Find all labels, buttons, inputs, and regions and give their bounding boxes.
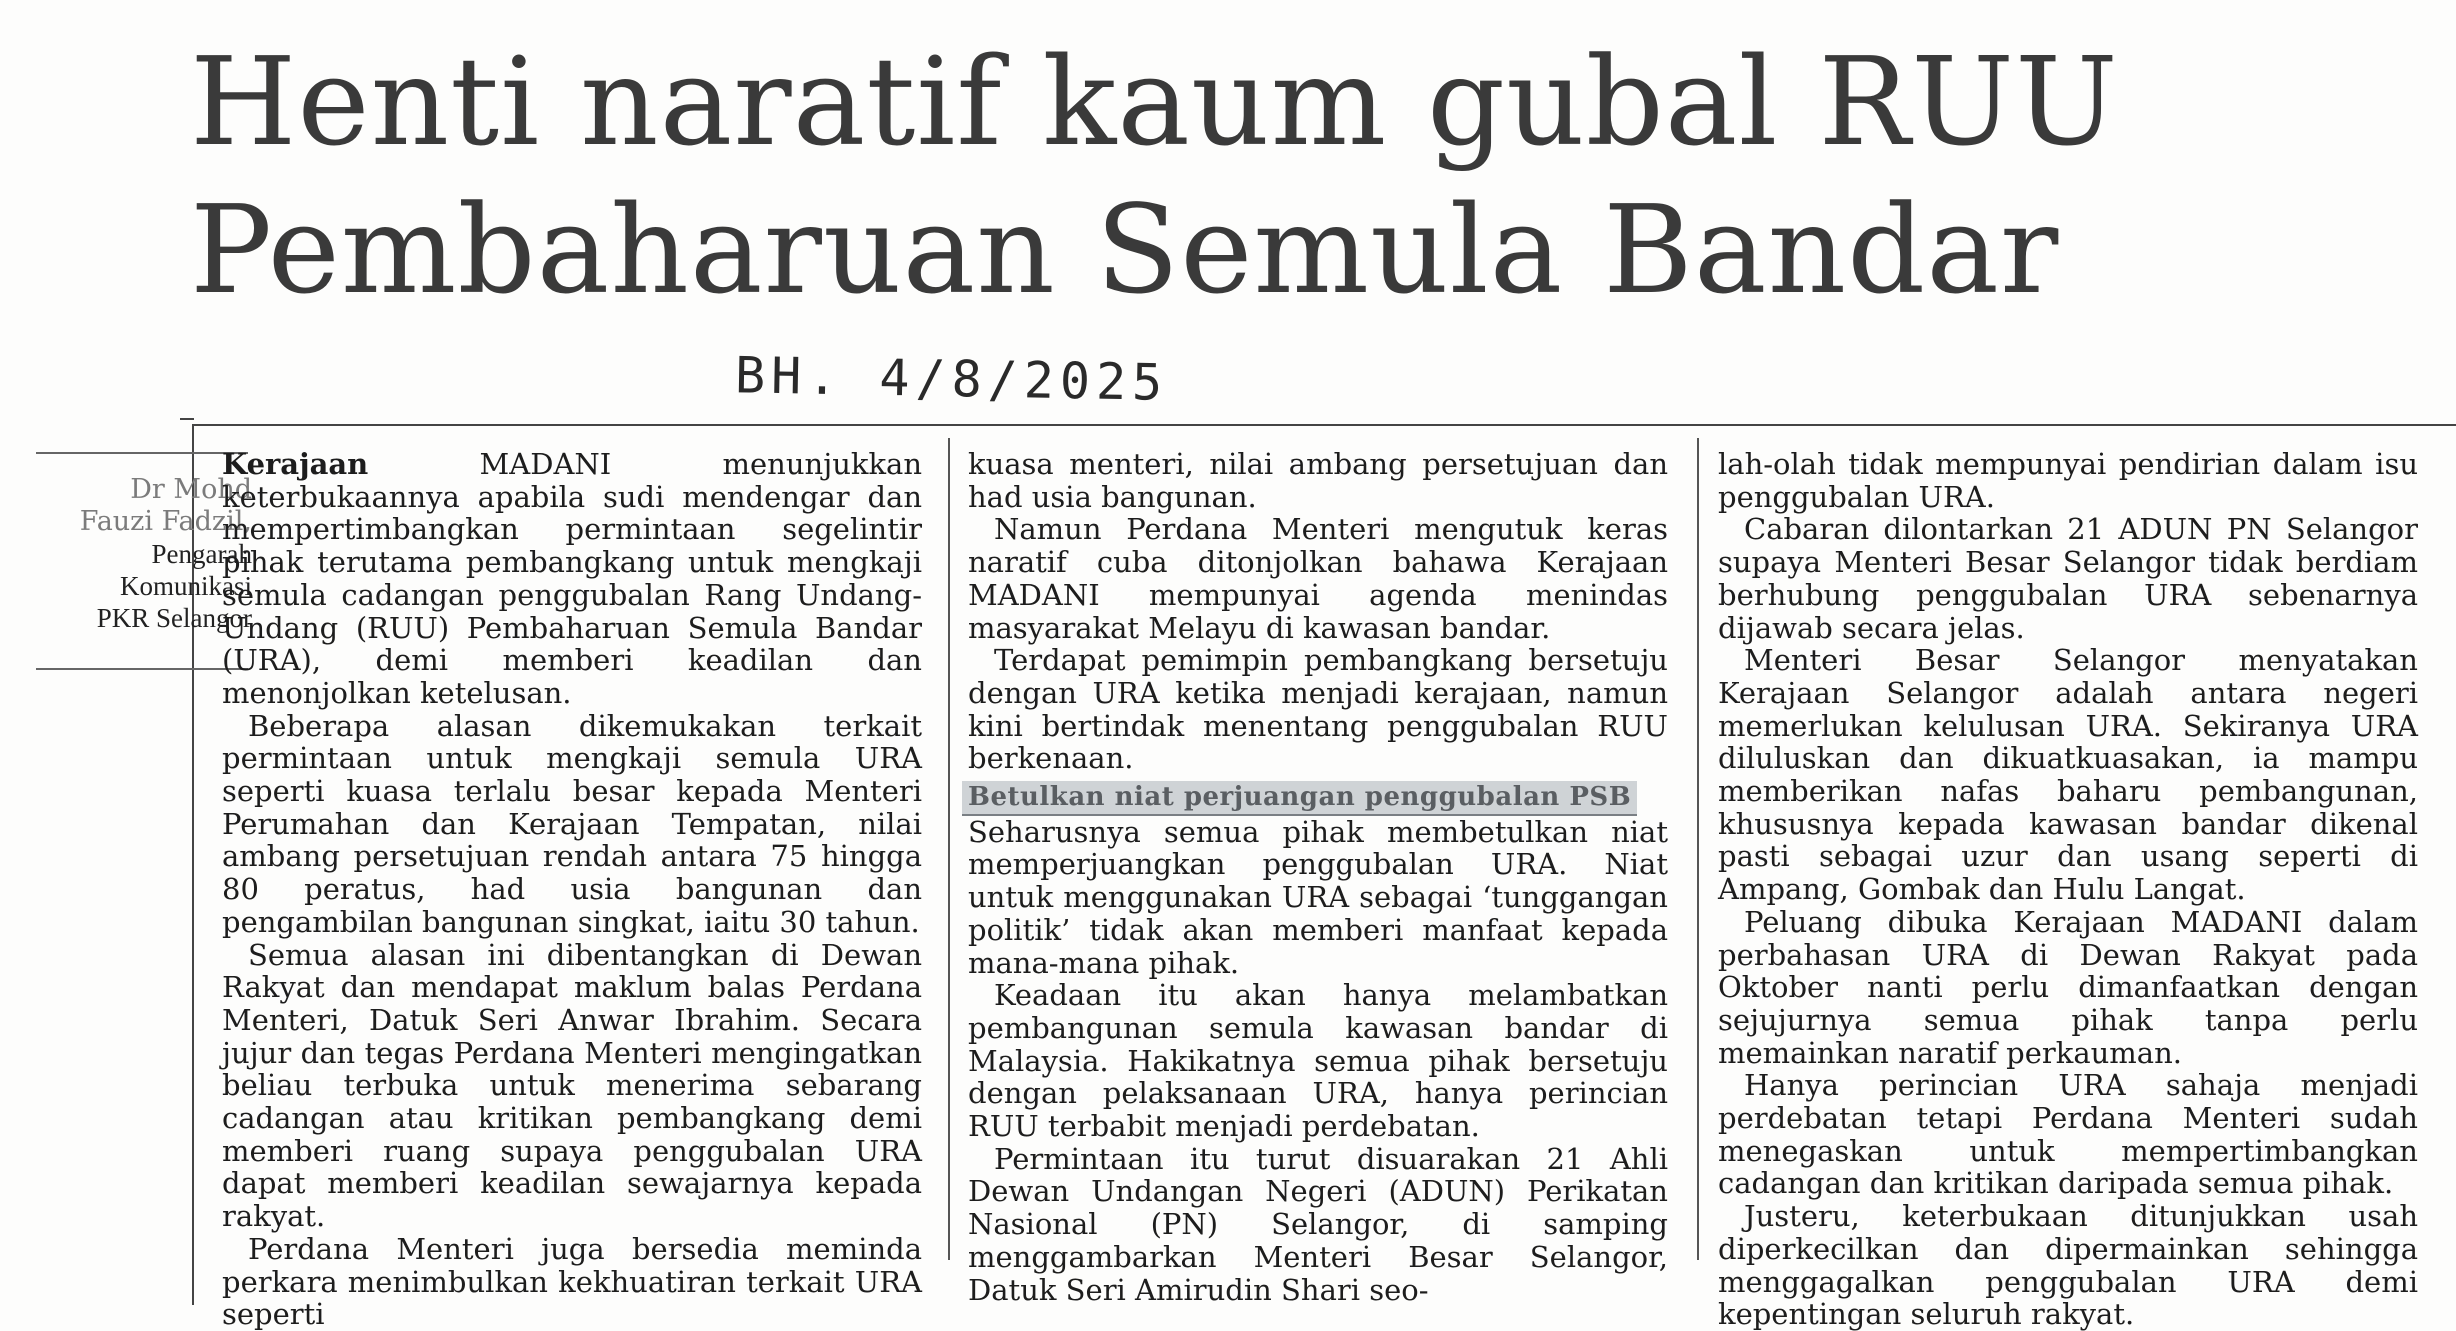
article-column-2 bbox=[968, 448, 1668, 1306]
lead-word: Kerajaan bbox=[222, 447, 369, 481]
byline-top-rule bbox=[36, 452, 248, 454]
column-1-paragraph-4: Perdana Menteri juga bersedia meminda perkara menimbulkan kekhuatiran terkait URA seperti bbox=[222, 1231, 922, 1331]
column-3-paragraph-1: lah-olah tidak mempunyai pendirian dalam isu penggubalan URA. bbox=[1718, 447, 2418, 514]
subhead-wrap bbox=[968, 779, 1668, 816]
column-2-paragraph-5: Keadaan itu akan hanya melambatkan pembangunan semula kawasan bandar di Malaysia. Hakikatnya semua pihak bersetuju dengan pelaksanaan URA, hanya perincian RUU terbabit menjadi perdebatan. bbox=[968, 978, 1668, 1144]
byline-author-line-2: Fauzi Fadzil, bbox=[79, 506, 252, 537]
column-1-paragraph-1 bbox=[222, 448, 922, 710]
column-2-paragraph-2: Namun Perdana Menteri mengutuk keras naratif cuba ditonjolkan bahawa Kerajaan MADANI mempunyai agenda menindas masyarakat Melayu di kawasan bandar. bbox=[968, 512, 1668, 645]
column-3-paragraph-3: Menteri Besar Selangor menyatakan Kerajaan Selangor adalah antara negeri memerlukan kelulusan URA. Sekiranya URA diluluskan dan dikuatkuasakan, ia mampu memberikan nafas baharu pembangunan, khususnya kepada kawasan bandar dikenal pasti sebagai uzur dan usang seperti di Ampang, Gombak dan Hulu Langat. bbox=[1718, 643, 2418, 907]
headline bbox=[190, 28, 2430, 324]
column-1-paragraph-1-text: MADANI menunjukkan keterbukaannya apabila sudi mendengar dan mempertimbangkan permintaan segelintir pihak terutama pembangkang untuk mengkaji semula cadangan penggubalan Rang Undang-Undang (RUU) Pembaharuan Semula Bandar (URA), demi memberi keadilan dan menonjolkan ketelusan. bbox=[222, 447, 922, 710]
byline-author-line-1: Dr Mohd bbox=[130, 474, 252, 505]
article-column-3 bbox=[1718, 448, 2418, 1331]
column-2-paragraph-4: Seharusnya semua pihak membetulkan niat memperjuangkan penggubalan URA. Niat untuk menggunakan URA sebagai ‘tunggangan politik’ tidak akan memberi manfaat kepada mana-mana pihak. bbox=[968, 814, 1668, 980]
column-divider-1 bbox=[948, 438, 950, 1260]
column-2-paragraph-6: Permintaan itu turut disuarakan 21 Ahli Dewan Undangan Negeri (ADUN) Perikatan Nasional (PN) Selangor, di samping menggambarkan Menteri Besar Selangor, Datuk Seri Amirudin Shari seo- bbox=[968, 1141, 1668, 1307]
column-1-paragraph-2: Beberapa alasan dikemukakan terkait permintaan untuk mengkaji semula URA seperti kuasa terlalu besar kepada Menteri Perumahan dan Kerajaan Tempatan, nilai ambang persetujuan rendah antara 75 hingga 80 peratus, had usia bangunan dan pengambilan bangunan singkat, iaitu 30 tahun. bbox=[222, 708, 922, 939]
handwritten-date-mark: BH. 4/8/2025 bbox=[734, 346, 1169, 412]
byline-role-line-2: Komunikasi bbox=[120, 571, 252, 601]
column-3-paragraph-5: Hanya perincian URA sahaja menjadi perdebatan tetapi Perdana Menteri sudah menegaskan untuk mempertimbangkan cadangan dan kritikan daripada semua pihak. bbox=[1718, 1068, 2418, 1201]
byline-role-line-1: Pengarah bbox=[151, 539, 252, 569]
byline-role-line-3: PKR Selangor bbox=[96, 603, 252, 633]
column-3-paragraph-2: Cabaran dilontarkan 21 ADUN PN Selangor supaya Menteri Besar Selangor tidak berdiam berhubung penggubalan URA sebenarnya dijawab secara jelas. bbox=[1718, 512, 2418, 645]
section-subhead: Betulkan niat perjuangan penggubalan PSB bbox=[962, 781, 1637, 816]
headline-line-1: Henti naratif kaum gubal RUU bbox=[190, 31, 2119, 173]
column-3-paragraph-6: Justeru, keterbukaan ditunjukkan usah diperkecilkan dan dipermainkan sehingga menggagalkan penggubalan URA demi kepentingan seluruh rakyat. bbox=[1718, 1199, 2418, 1331]
column-3-paragraph-4: Peluang dibuka Kerajaan MADANI dalam perbahasan URA di Dewan Rakyat pada Oktober nanti perlu dimanfaatkan dengan sejujurnya semua pihak tanpa perlu memainkan naratif perkauman. bbox=[1718, 904, 2418, 1070]
column-2-paragraph-1: kuasa menteri, nilai ambang persetujuan dan had usia bangunan. bbox=[968, 447, 1668, 514]
column-2-paragraph-3: Terdapat pemimpin pembangkang bersetuju dengan URA ketika menjadi kerajaan, namun kini bertindak menentang penggubalan RUU berkenaan. bbox=[968, 643, 1668, 776]
article-column-1 bbox=[222, 448, 922, 1331]
byline-bottom-rule bbox=[36, 668, 248, 670]
column-divider-2 bbox=[1697, 438, 1699, 1260]
byline bbox=[36, 474, 252, 634]
column-1-paragraph-3: Semua alasan ini dibentangkan di Dewan Rakyat dan mendapat maklum balas Perdana Menteri, Datuk Seri Anwar Ibrahim. Secara jujur dan tegas Perdana Menteri mengingatkan beliau terbuka untuk menerima sebarang cadangan atau kritikan pembangkang demi memberi ruang supaya penggubalan URA dapat memberi keadilan sewajarnya kepada rakyat. bbox=[222, 937, 922, 1234]
headline-line-2: Pembaharuan Semula Bandar bbox=[190, 179, 2060, 321]
article-frame-corner-tick bbox=[180, 418, 194, 430]
article-frame-top-rule bbox=[192, 424, 2456, 426]
